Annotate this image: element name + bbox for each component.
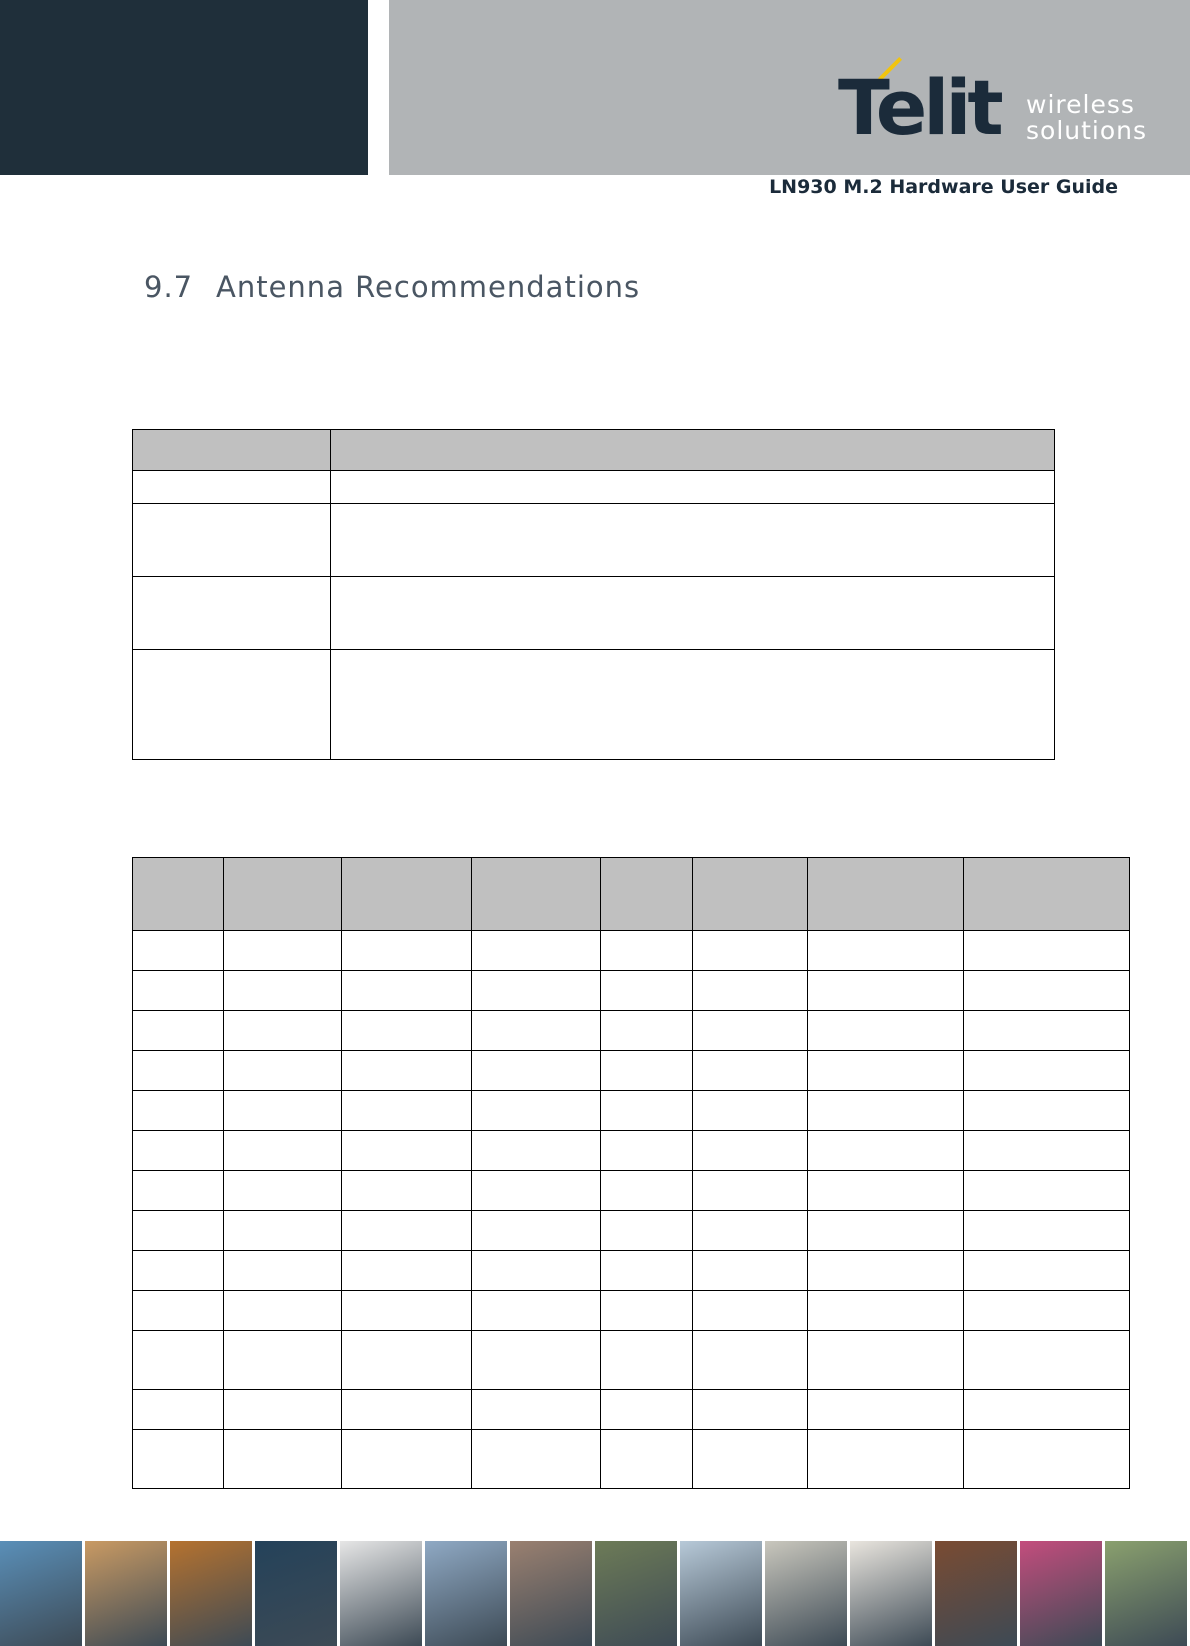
table-cell: [472, 1291, 601, 1331]
table-cell: [331, 650, 1055, 760]
table-cell: [964, 1430, 1130, 1489]
table-cell: [472, 1011, 601, 1051]
table-cell: [133, 1011, 224, 1051]
table-cell: [964, 1091, 1130, 1131]
footer-photo-tile: [510, 1541, 595, 1646]
telit-logo: [838, 52, 1168, 152]
table-header-cell: [342, 858, 472, 931]
table-cell: [808, 1091, 964, 1131]
table-cell: [693, 1331, 808, 1390]
table-cell: [342, 1171, 472, 1211]
table-row: [133, 1291, 1130, 1331]
table-cell: [964, 1211, 1130, 1251]
table-cell: [472, 931, 601, 971]
table-cell: [693, 1051, 808, 1091]
table-cell: [331, 504, 1055, 577]
antenna-bands-table: [132, 857, 1130, 1489]
table-cell: [601, 1131, 693, 1171]
table-cell: [472, 1051, 601, 1091]
header-dark-panel: [0, 0, 368, 175]
table-cell: [342, 1011, 472, 1051]
table-cell: [808, 1430, 964, 1489]
table-cell: [601, 1331, 693, 1390]
footer-photo-tile: [680, 1541, 765, 1646]
table-header-row: [133, 430, 1055, 471]
table-row: [133, 504, 1055, 577]
table-header-row: [133, 858, 1130, 931]
section-heading: [144, 270, 640, 304]
table-cell: [693, 1251, 808, 1291]
table-row: [133, 971, 1130, 1011]
table-cell: [224, 1091, 342, 1131]
table-header-cell: [472, 858, 601, 931]
table-row: [133, 1011, 1130, 1051]
table-cell: [601, 1251, 693, 1291]
table-cell: [964, 1011, 1130, 1051]
footer-photo-tile: [255, 1541, 340, 1646]
logo-wordmark: Telit: [838, 63, 1000, 152]
table-header-cell: [224, 858, 342, 931]
table-cell: [224, 1291, 342, 1331]
table-cell: [808, 1051, 964, 1091]
table-cell: [808, 1390, 964, 1430]
table-cell: [964, 971, 1130, 1011]
table-cell: [964, 1331, 1130, 1390]
table-row: [133, 650, 1055, 760]
table-cell: [472, 1211, 601, 1251]
table-header-cell: [601, 858, 693, 931]
table-cell: [331, 577, 1055, 650]
table-cell: [472, 1131, 601, 1171]
table-cell: [224, 1430, 342, 1489]
table-cell: [693, 1011, 808, 1051]
table-cell: [808, 1331, 964, 1390]
footer-photo-tile: [1105, 1541, 1190, 1646]
table-cell: [472, 1390, 601, 1430]
table-cell: [342, 1291, 472, 1331]
table-header-cell: [693, 858, 808, 931]
table-cell: [808, 1291, 964, 1331]
table-cell: [342, 931, 472, 971]
table-cell: [133, 650, 331, 760]
table-cell: [693, 1091, 808, 1131]
table-cell: [693, 1131, 808, 1171]
table-cell: [472, 1091, 601, 1131]
table-cell: [472, 1331, 601, 1390]
table-cell: [342, 1430, 472, 1489]
antenna-requirements-table: [132, 429, 1055, 760]
table-header-cell: [964, 858, 1130, 931]
table-cell: [133, 471, 331, 504]
footer-photo-tile: [1020, 1541, 1105, 1646]
table-cell: [601, 1171, 693, 1211]
table-cell: [224, 1131, 342, 1171]
table-row: [133, 1051, 1130, 1091]
table-cell: [808, 1171, 964, 1211]
table-header-cell: [133, 430, 331, 471]
table-row: [133, 577, 1055, 650]
table-row: [133, 471, 1055, 504]
table-cell: [342, 1251, 472, 1291]
table-cell: [342, 1390, 472, 1430]
table-cell: [964, 931, 1130, 971]
table-cell: [472, 1251, 601, 1291]
footer-photo-tile: [765, 1541, 850, 1646]
table-cell: [472, 1171, 601, 1211]
table-cell: [342, 1131, 472, 1171]
table-cell: [601, 1430, 693, 1489]
table-cell: [224, 1331, 342, 1390]
table-cell: [472, 1430, 601, 1489]
table-cell: [601, 1291, 693, 1331]
table-cell: [133, 1390, 224, 1430]
table-row: [133, 1251, 1130, 1291]
table-cell: [601, 931, 693, 971]
logo-tagline: wireless solutions: [1026, 90, 1148, 145]
table-cell: [133, 1131, 224, 1171]
table-cell: [224, 931, 342, 971]
table-cell: [133, 1430, 224, 1489]
table-cell: [133, 504, 331, 577]
table-row: [133, 1331, 1130, 1390]
footer-photo-tile: [935, 1541, 1020, 1646]
table-cell: [224, 971, 342, 1011]
table-cell: [964, 1251, 1130, 1291]
table-cell: [693, 1211, 808, 1251]
footer-photo-tile: [850, 1541, 935, 1646]
table-cell: [133, 931, 224, 971]
table-cell: [342, 1211, 472, 1251]
table-cell: [133, 1291, 224, 1331]
table-cell: [964, 1291, 1130, 1331]
table-cell: [342, 1331, 472, 1390]
table-cell: [964, 1051, 1130, 1091]
table-header-cell: [331, 430, 1055, 471]
section-title: Antenna Recommendations: [216, 270, 641, 304]
table-cell: [224, 1011, 342, 1051]
table-cell: [808, 1211, 964, 1251]
table-cell: [693, 1171, 808, 1211]
table-cell: [964, 1131, 1130, 1171]
table-cell: [601, 1390, 693, 1430]
footer-photo-tile: [170, 1541, 255, 1646]
table-cell: [964, 1390, 1130, 1430]
footer-photo-tile: [595, 1541, 680, 1646]
table-cell: [601, 971, 693, 1011]
table-cell: [133, 971, 224, 1011]
table-cell: [693, 971, 808, 1011]
footer-photo-tile: [340, 1541, 425, 1646]
table-cell: [342, 971, 472, 1011]
footer-photo-tile: [85, 1541, 170, 1646]
table-cell: [224, 1171, 342, 1211]
table-row: [133, 1131, 1130, 1171]
table-row: [133, 1211, 1130, 1251]
table-cell: [808, 971, 964, 1011]
table-cell: [964, 1171, 1130, 1211]
table-cell: [224, 1211, 342, 1251]
table-cell: [472, 971, 601, 1011]
table-cell: [133, 577, 331, 650]
table-cell: [342, 1051, 472, 1091]
table-cell: [693, 1390, 808, 1430]
footer-photo-tile: [0, 1541, 85, 1646]
table-row: [133, 1430, 1130, 1489]
table-header-cell: [808, 858, 964, 931]
table-cell: [693, 1291, 808, 1331]
table-header-cell: [133, 858, 224, 931]
table-row: [133, 1171, 1130, 1211]
table-cell: [224, 1251, 342, 1291]
table-cell: [693, 931, 808, 971]
table-cell: [224, 1390, 342, 1430]
table-cell: [601, 1211, 693, 1251]
table-cell: [808, 1011, 964, 1051]
table-cell: [342, 1091, 472, 1131]
footer-photo-tile: [425, 1541, 510, 1646]
table-cell: [133, 1171, 224, 1211]
table-cell: [808, 931, 964, 971]
table-cell: [808, 1251, 964, 1291]
footer-photo-strip: [0, 1541, 1190, 1646]
table-row: [133, 1091, 1130, 1131]
table-row: [133, 931, 1130, 971]
table-cell: [133, 1251, 224, 1291]
table-cell: [133, 1091, 224, 1131]
table-cell: [693, 1430, 808, 1489]
table-cell: [133, 1211, 224, 1251]
table-cell: [601, 1051, 693, 1091]
table-row: [133, 1390, 1130, 1430]
table-cell: [133, 1051, 224, 1091]
table-cell: [331, 471, 1055, 504]
document-title: LN930 M.2 Hardware User Guide: [769, 176, 1118, 198]
table-cell: [601, 1011, 693, 1051]
table-cell: [133, 1331, 224, 1390]
table-cell: [224, 1051, 342, 1091]
table-cell: [601, 1091, 693, 1131]
table-cell: [808, 1131, 964, 1171]
section-number: 9.7: [144, 270, 194, 304]
